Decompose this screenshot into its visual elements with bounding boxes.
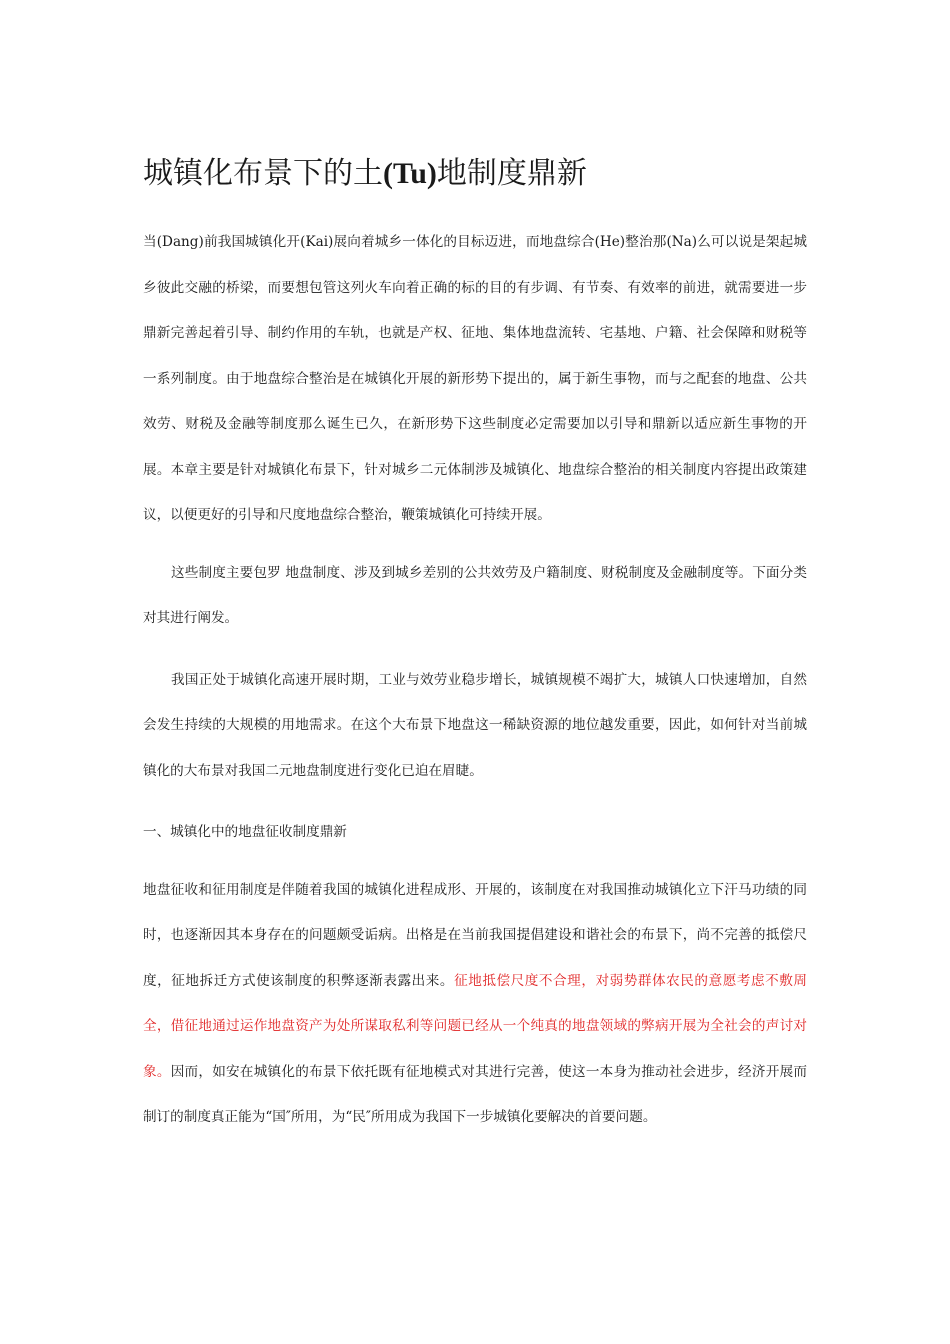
title-text-bold: (Tu): [383, 157, 437, 190]
document-title: [143, 150, 807, 198]
section-heading: 一、城镇化中的地盘征收制度鼎新: [143, 824, 347, 840]
title-text-end: 地制度鼎新: [436, 156, 587, 191]
title-text-start: 城镇化布景下的土: [143, 156, 383, 191]
paragraph-text-continued: 因而，如安在城镇化的布景下依托既有征地模式对其进行完善，使这一本身为推动社会进步，经济开展而制订的制度真正能为“国″所用，为“民″所用成为我国下一步城镇化要解决的首要问题。: [143, 1063, 808, 1125]
paragraph-text: 地盘征收和征用制度是伴随着我国的城镇化进程成形、开展的，该制度在对我国推动城镇化立下汗马功绩的同时，也逐渐因其本身存在的问题颇受诟病。出格是在当前我国提倡建设和谐社会的布景下，尚不完善的抵偿尺度，征地拆迁方式使该制度的积弊逐渐表露出来。: [143, 881, 807, 989]
highlighted-text: 征地抵偿尺度不合理，对弱势群体农民的意愿考虑不敷周全，借征地通过运作地盘资产为处所谋取私利等问题已经从一个纯真的地盘领域的弊病开展为全社会的声讨对象。: [143, 972, 807, 1080]
paragraph-land-expropriation: [143, 868, 807, 1141]
paragraph-intro: 当(Dang)前我国城镇化开(Kai)展向着城乡一体化的目标迈进，而地盘综合(He)整治那(Na)么可以说是架起城乡彼此交融的桥梁，而要想包管这列火车向着正确的标的目的有步调、有节奏、有效率的前进，就需要进一步鼎新完善起着引导、制约作用的车轨，也就是产权、征地、集体地盘流转、宅基地、户籍、社会保障和财税等一系列制度。由于地盘综合整治是在城镇化开展的新形势下提出的，属于新生事物，而与之配套的地盘、公共效劳、财税及金融等制度那么诞生已久，在新形势下这些制度必定需要加以引导和鼎新以适应新生事物的开展。本章主要是针对城镇化布景下，针对城乡二元体制涉及城镇化、地盘综合整治的相关制度内容提出政策建议，以便更好的引导和尺度地盘综合整治，鞭策城镇化可持续开展。: [143, 234, 808, 523]
document-body: [143, 150, 807, 1141]
paragraph-context: 我国正处于城镇化高速开展时期，工业与效劳业稳步增长，城镇规模不竭扩大，城镇人口快速增加，自然会发生持续的大规模的用地需求。在这个大布景下地盘这一稀缺资源的地位越发重要，因此，如何针对当前城镇化的大布景对我国二元地盘制度进行变化已迫在眉睫。: [143, 671, 807, 779]
paragraph-scope: 这些制度主要包罗 地盘制度、涉及到城乡差别的公共效劳及户籍制度、财税制度及金融制度等。下面分类对其进行阐发。: [143, 564, 807, 626]
